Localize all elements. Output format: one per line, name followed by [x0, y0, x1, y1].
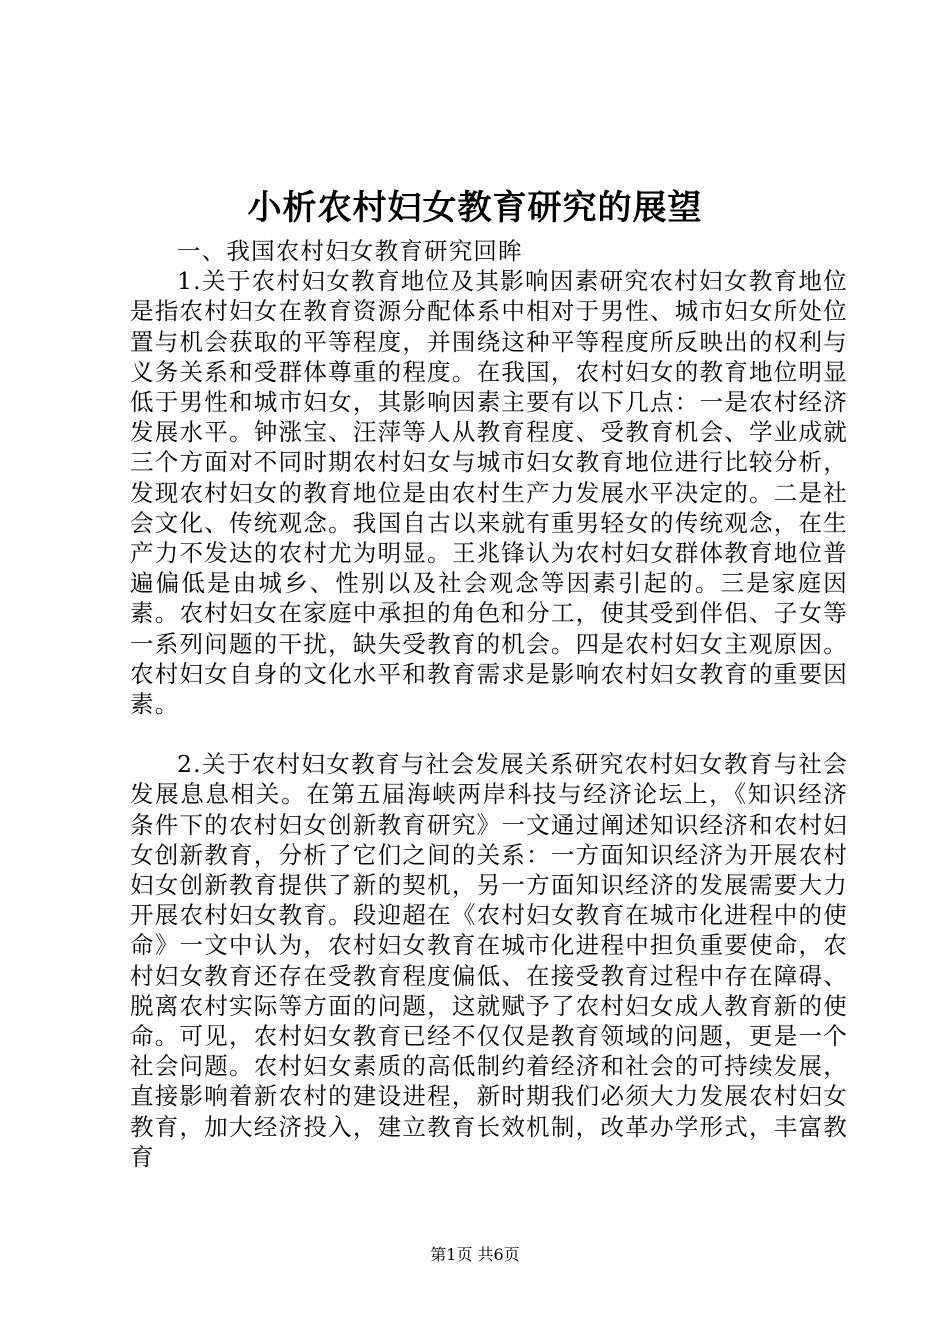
page-indicator: 第1页 共6页	[430, 1245, 520, 1264]
document-body	[130, 236, 848, 1172]
paragraph-2: 2.关于农村妇女教育与社会发展关系研究农村妇女教育与社会发展息息相关。在第五届海峡两岸科技与经济论坛上，《知识经济条件下的农村妇女创新教育研究》一文通过阐述知识经济和农村妇女创新教育，分析了它们之间的关系：一方面知识经济为开展农村妇女创新教育提供了新的契机，另一方面知识经济的发展需要大力开展农村妇女教育。段迎超在《农村妇女教育在城市化进程中的使命》一文中认为，农村妇女教育在城市化进程中担负重要使命，农村妇女教育还存在受教育程度偏低、在接受教育过程中存在障碍、脱离农村实际等方面的问题，这就赋予了农村妇女成人教育新的使命。可见，农村妇女教育已经不仅仅是教育领域的问题，更是一个社会问题。农村妇女素质的高低制约着经济和社会的可持续发展，直接影响着新农村的建设进程，新时期我们必须大力发展农村妇女教育，加大经济投入，建立教育长效机制，改革办学形式，丰富教育	[130, 750, 848, 1171]
section-heading: 一、我国农村妇女教育研究回眸	[177, 237, 523, 265]
paragraph-spacer	[130, 719, 848, 749]
document-title: 小析农村妇女教育研究的展望	[247, 188, 703, 228]
paragraph-1: 1.关于农村妇女教育地位及其影响因素研究农村妇女教育地位是指农村妇女在教育资源分配体系中相对于男性、城市妇女所处位置与机会获取的平等程度，并围绕这种平等程度所反映出的权利与义务关系和受群体尊重的程度。在我国，农村妇女的教育地位明显低于男性和城市妇女，其影响因素主要有以下几点：一是农村经济发展水平。钟涨宝、汪萍等人从教育程度、受教育机会、学业成就三个方面对不同时期农村妇女与城市妇女教育地位进行比较分析，发现农村妇女的教育地位是由农村生产力发展水平决定的。二是社会文化、传统观念。我国自古以来就有重男轻女的传统观念，在生产力不发达的农村尤为明显。王兆锋认为农村妇女群体教育地位普遍偏低是由城乡、性别以及社会观念等因素引起的。三是家庭因素。农村妇女在家庭中承担的角色和分工，使其受到伴侣、子女等一系列问题的干扰，缺失受教育的机会。四是农村妇女主观原因。农村妇女自身的文化水平和教育需求是影响农村妇女教育的重要因素。	[130, 267, 848, 719]
